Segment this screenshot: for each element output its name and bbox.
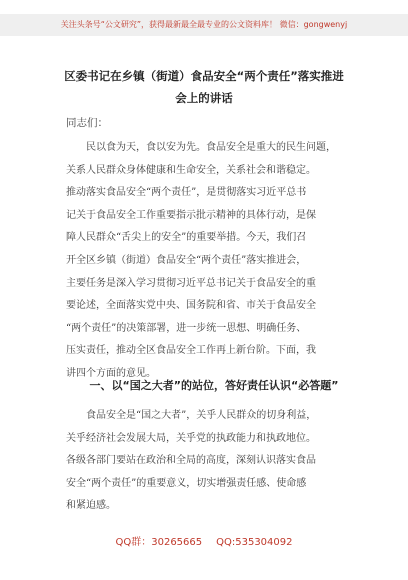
intro-line: 压实责任，推动全区食品安全工作再上新台阶。下面，我	[66, 345, 316, 357]
intro-line: 讲四个方面的意见。	[66, 367, 156, 379]
intro-line: 主要任务是深入学习贯彻习近平总书记关于食品安全的重	[66, 277, 316, 289]
document-title-line1: 区委书记在乡镇（街道）食品安全“两个责任”落实推进	[64, 69, 344, 83]
footer-contact	[0, 534, 408, 552]
intro-line: “两个责任”的决策部署，进一步统一思想、明确任务、	[66, 322, 307, 334]
section1-line: 食品安全是“国之大者”，关乎人民群众的切身利益，	[86, 410, 317, 421]
intro-line: 要论述，全面落实党中央、国务院和省、市关于食品安全	[66, 300, 316, 312]
section-heading: 一、以“国之大者”的站位，答好责任认识“必答题”	[89, 379, 339, 392]
intro-line: 障人民群众“舌尖上的安全”的重要举措。今天，我们召	[66, 232, 307, 244]
intro-line: 民以食为天，食以安为先。食品安全是重大的民生问题，	[86, 142, 336, 153]
intro-paragraph	[66, 137, 362, 386]
intro-line: 记关于食品安全工作重要指示批示精神的具体行动，是保	[66, 209, 316, 221]
intro-line: 开全区乡镇（街道）食品安全“两个责任”落实推进会，	[66, 254, 307, 266]
section1-line: 关乎经济社会发展大局，关乎党的执政能力和执政地位。	[66, 432, 316, 444]
intro-line: 关系人民群众身体健康和生命安全，关系社会和谐稳定。	[66, 164, 316, 176]
section1-line: 安全“两个责任”的重要意义，切实增强责任感、使命感	[66, 477, 307, 489]
section1-line: 各级各部门要站在政治和全局的高度，深刻认识落实食品	[66, 455, 316, 467]
section1-line: 和紧迫感。	[66, 500, 116, 512]
intro-line: 推动落实食品安全“两个责任”，是贯彻落实习近平总书	[66, 187, 307, 199]
salutation: 同志们：	[66, 117, 108, 129]
header-note: 关注头条号“公文研究”，获得最新最全最专业的公文资料库！ 微信：gongwenyj	[60, 20, 348, 29]
section1-paragraph	[66, 405, 362, 518]
document-title-line2: 会上的讲话	[175, 91, 233, 105]
footer-qq: QQ:535304092	[216, 537, 293, 548]
footer-qq-group: QQ群：30265665	[115, 537, 203, 548]
